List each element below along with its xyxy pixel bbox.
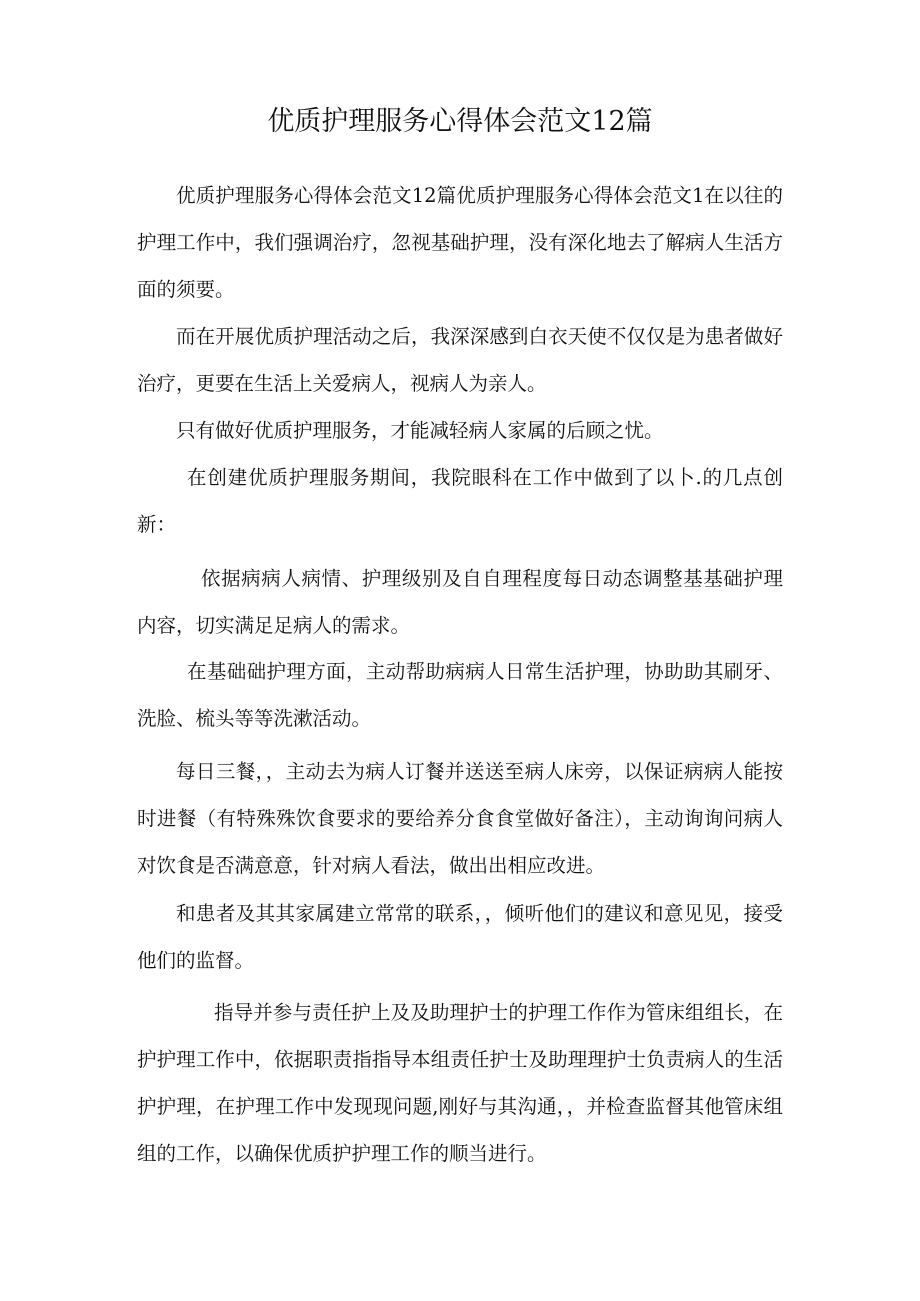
paragraph-4: 在创建优质护理服务期间，我院眼科在工作中做到了以卜.的几点创新： xyxy=(137,466,783,536)
paragraph-2: 而在开展优质护理活动之后，我深深感到白衣天使不仅仅是为患者做好治疗，更要在生活上关爱病人，视病人为亲人。 xyxy=(137,325,783,395)
paragraph-9: 指导并参与责任护上及及助理护士的护理工作作为管床组组长，在护护理工作中，依据职责指指导本组责任护士及助理理护士负责病人的生活护护理，在护理工作中发现现问题,刚好与其沟通，，并检查监督其他管床组组的工作，以确保优质护护理工作的顺当进行。 xyxy=(137,1001,783,1165)
paragraph-8: 和患者及其其家属建立常常的联系，，倾听他们的建议和意见见，接受他们的监督。 xyxy=(137,902,783,972)
document-title: 优质护理服务心得体会范文12篇 xyxy=(267,106,653,137)
paragraph-7: 每日三餐，，主动去为病人订餐并送送至病人床旁，以保证病病人能按时进餐（有特殊殊饮食要求的要给养分食食堂做好备注），主动询询问病人对饮食是否满意意，针对病人看法，做出出相应改进。 xyxy=(137,760,783,877)
paragraph-5: 依据病病人病情、护理级别及自自理程度每日动态调整基基础护理内容，切实满足足病人的需求。 xyxy=(137,567,783,637)
paragraph-3: 只有做好优质护理服务，才能减轻病人家属的后顾之忧。 xyxy=(176,419,664,442)
paragraph-1: 优质护理服务心得体会范文12篇优质护理服务心得体会范文1在以往的护理工作中，我们强调治疗，忽视基础护理，没有深化地去了解病人生活方面的须要。 xyxy=(137,184,783,301)
paragraph-6: 在基础础护理方面，主动帮助病病人日常生活护理，协助助其刷牙、洗脸、梳头等等洗漱活动。 xyxy=(137,660,783,730)
